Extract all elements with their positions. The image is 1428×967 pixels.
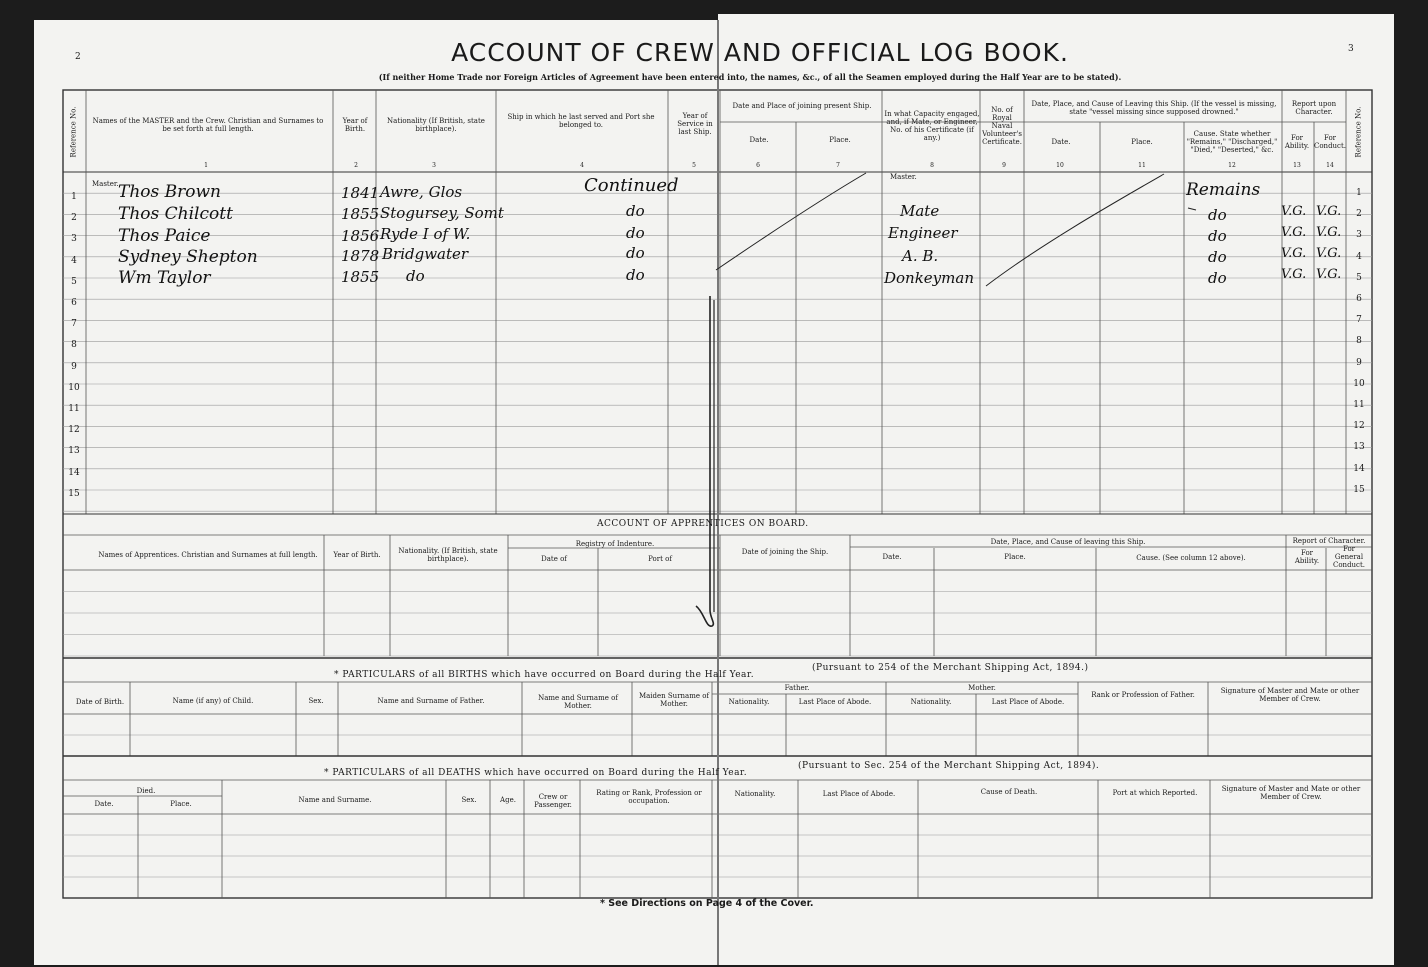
col-number-12: 12 [1228, 162, 1236, 169]
death-header-rating: Rating or Rank, Profession or occupation. [596, 789, 702, 805]
col-number-3: 3 [432, 162, 436, 169]
crew-conduct: V.G. [1316, 267, 1342, 282]
master-label-capacity: Master. [890, 173, 917, 181]
row-number-right: 8 [1356, 336, 1362, 347]
row-number-left: 6 [71, 298, 77, 308]
crew-name: Sydney Shepton [118, 247, 258, 267]
crew-last-ship: do [626, 202, 645, 220]
row-number-left: 9 [71, 361, 77, 372]
birth-header-mother-name: Name and Surname of Mother. [538, 694, 618, 710]
row-number-left: 11 [68, 404, 80, 414]
page-subtitle: (If neither Home Trade nor Foreign Articles of Agreement have been entered into, the names, &c., of all the Seamen employed during the Half Year are to be stated). [378, 72, 1122, 82]
header-ability: For Ability. [1284, 134, 1310, 150]
header-reference-no: Reference No. [69, 106, 77, 158]
apprentice-header-joining: Date of joining the Ship. [741, 548, 829, 556]
birth-header-father-group: Father. [784, 684, 810, 692]
death-header-sex: Sex. [461, 796, 477, 804]
birth-header-sex: Sex. [308, 697, 324, 705]
crew-conduct: V.G. [1316, 246, 1342, 261]
apprentice-header-leaving-group: Date, Place, and Cause of leaving this Ship. [990, 538, 1146, 546]
header-year-of-service: Year of Service in last Ship. [677, 112, 713, 136]
apprentice-header-conduct: For General Conduct. [1332, 545, 1366, 569]
crew-name: Wm Taylor [118, 268, 211, 288]
header-nationality: Nationality (If British, state birthplace). [387, 117, 485, 133]
col-number-14: 14 [1326, 162, 1334, 169]
crew-ability: V.G. [1281, 246, 1307, 261]
deaths-act: (Pursuant to Sec. 254 of the Merchant Shipping Act, 1894). [798, 761, 1100, 771]
col-number-4: 4 [580, 162, 584, 169]
row-number-right: 12 [1353, 421, 1365, 432]
col-number-5: 5 [692, 162, 696, 169]
death-header-age: Age. [500, 796, 516, 804]
col-number-1: 1 [204, 162, 208, 169]
crew-conduct: V.G. [1316, 225, 1342, 240]
header-join-place: Place. [829, 136, 851, 144]
crew-name: Thos Paice [118, 226, 211, 246]
crew-cause: Remains [1186, 180, 1261, 200]
crew-year: 1841 [341, 184, 380, 202]
apprentice-header-date: Date. [882, 553, 902, 561]
crew-nationality: Stogursey, Somt [380, 204, 504, 222]
apprentice-header-ability: For Ability. [1294, 549, 1320, 565]
col-number-13: 13 [1293, 162, 1301, 169]
row-number-left: 1 [71, 192, 77, 202]
apprentices-title: ACCOUNT OF APPRENTICES ON BOARD. [597, 519, 809, 529]
row-number-left: 10 [68, 382, 80, 393]
row-number-left: 7 [71, 319, 77, 330]
apprentice-header-place: Place. [1004, 553, 1026, 561]
birth-header-child: Name (if any) of Child. [172, 697, 254, 705]
row-number-right: 15 [1353, 484, 1365, 495]
birth-header-mother-abode: Last Place of Abode. [991, 698, 1065, 706]
birth-header-father-nationality: Nationality. [728, 698, 770, 706]
header-last-ship: Ship in which he last served and Port she belonged to. [507, 113, 655, 129]
col-number-11: 11 [1138, 162, 1146, 169]
deaths-title: * PARTICULARS of all DEATHS which have occurred on Board during the Half Year. [324, 768, 748, 778]
header-reference-no-right: Reference No. [1354, 106, 1362, 158]
crew-cause: do [1208, 206, 1227, 224]
crew-nationality: Bridgwater [382, 245, 469, 263]
right-page-number: 3 [1348, 44, 1354, 54]
apprentice-header-year: Year of Birth. [333, 551, 381, 559]
col-number-7: 7 [836, 162, 840, 169]
header-conduct: For Conduct. [1313, 134, 1347, 150]
row-number-right: 2 [1356, 209, 1362, 220]
row-number-left: 8 [71, 340, 77, 351]
apprentice-header-date-of: Date of [541, 555, 567, 563]
crew-nationality: Ryde I of W. [380, 225, 471, 243]
apprentice-header-nationality: Nationality. (If British, state birthplace). [398, 547, 498, 563]
row-number-right: 10 [1353, 378, 1365, 389]
header-joining-group: Date and Place of joining present Ship. [732, 102, 872, 110]
footer-note: * See Directions on Page 4 of the Cover. [600, 898, 814, 909]
header-rnv-certificate: No. of Royal Naval Volunteer's Certificate. [982, 106, 1022, 146]
header-join-date: Date. [749, 136, 769, 144]
left-page-number: 2 [75, 52, 81, 62]
death-header-port: Port at which Reported. [1112, 789, 1198, 797]
birth-header-mother-nationality: Nationality. [910, 698, 952, 706]
birth-header-father-abode: Last Place of Abode. [798, 698, 872, 706]
birth-header-date: Date of Birth. [75, 698, 125, 706]
crew-capacity: A. B. [902, 247, 939, 265]
birth-header-father-name: Name and Surname of Father. [377, 697, 485, 705]
apprentice-header-registry: Registry of Indenture. [575, 540, 655, 548]
crew-year: 1878 [341, 247, 380, 265]
header-names: Names of the MASTER and the Crew. Christian and Surnames to be set forth at full length. [92, 117, 324, 133]
row-number-right: 11 [1353, 400, 1365, 410]
row-number-left: 4 [71, 255, 77, 266]
header-capacity: In what Capacity engaged, and, if Mate, or Engineer, No. of his Certificate (if any.) [884, 110, 980, 142]
crew-last-ship: Continued [584, 175, 679, 196]
header-leaving-group: Date, Place, and Cause of Leaving this Ship. (If the vessel is missing, state "vessel missing since supposed drowned." [1031, 100, 1277, 116]
crew-last-ship: do [626, 266, 645, 284]
header-report-group: Report upon Character. [1291, 100, 1337, 116]
death-header-date: Date. [94, 800, 114, 808]
crew-nationality: Awre, Glos [380, 183, 463, 201]
page-title: ACCOUNT OF CREW AND OFFICIAL LOG BOOK. [451, 38, 1069, 67]
row-number-right: 4 [1356, 251, 1362, 262]
birth-header-signature: Signature of Master and Mate or other Member of Crew. [1220, 687, 1360, 703]
header-leave-place: Place. [1131, 138, 1153, 146]
row-number-left: 13 [68, 446, 80, 457]
crew-ability: V.G. [1281, 267, 1307, 282]
crew-name: Thos Chilcott [118, 204, 233, 224]
row-number-left: 14 [68, 467, 80, 478]
col-number-10: 10 [1056, 162, 1064, 169]
row-number-right: 13 [1353, 442, 1365, 453]
join-strike-line [716, 173, 866, 270]
row-number-right: 7 [1356, 315, 1362, 326]
row-number-right: 14 [1353, 463, 1365, 474]
crew-capacity: Engineer [888, 224, 958, 242]
row-number-left: 2 [71, 213, 77, 224]
death-header-name: Name and Surname. [298, 796, 372, 804]
header-year-of-birth: Year of Birth. [342, 117, 368, 133]
crew-year: 1855 [341, 268, 380, 286]
death-header-signature: Signature of Master and Mate or other Member of Crew. [1221, 785, 1361, 801]
death-header-abode: Last Place of Abode. [822, 790, 896, 798]
apprentice-header-names: Names of Apprentices. Christian and Surnames at full length. [98, 551, 318, 559]
header-cause: Cause. State whether "Remains," "Discharged," "Died," "Deserted," &c. [1186, 130, 1278, 154]
births-act: (Pursuant to 254 of the Merchant Shipping Act, 1894.) [812, 663, 1089, 673]
row-number-right: 5 [1356, 272, 1362, 283]
death-header-died: Died. [136, 787, 156, 795]
birth-header-rank: Rank or Profession of Father. [1091, 691, 1195, 699]
crew-cause: do [1208, 248, 1227, 266]
row-number-left: 15 [68, 488, 80, 499]
col-number-8: 8 [930, 162, 934, 169]
crew-ability: V.G. [1281, 204, 1307, 219]
col-number-2: 2 [354, 162, 358, 169]
row-number-right: 1 [1356, 188, 1362, 198]
crew-year: 1855 [341, 205, 380, 223]
crew-ability: V.G. [1281, 225, 1307, 240]
crew-cause: do [1208, 227, 1227, 245]
births-title: * PARTICULARS of all BIRTHS which have occurred on Board during the Half Year. [334, 670, 755, 680]
master-label: Master. [92, 180, 119, 188]
row-number-right: 9 [1356, 357, 1362, 368]
col-number-9: 9 [1002, 162, 1006, 169]
crew-last-ship: do [626, 244, 645, 262]
row-number-left: 12 [68, 425, 80, 436]
crew-capacity: Donkeyman [884, 269, 974, 287]
apprentice-header-cause: Cause. (See column 12 above). [1136, 554, 1246, 562]
death-header-cause: Cause of Death. [980, 788, 1038, 796]
row-number-right: 6 [1356, 294, 1362, 304]
row-number-right: 3 [1356, 230, 1362, 241]
death-header-nationality: Nationality. [734, 790, 776, 798]
birth-header-mother-group: Mother. [968, 684, 996, 692]
crew-conduct: V.G. [1316, 204, 1342, 219]
crew-last-ship: do [626, 224, 645, 242]
apprentice-header-port-of: Port of [648, 555, 672, 563]
col-number-6: 6 [756, 162, 760, 169]
apprentice-header-report: Report of Character. [1292, 537, 1366, 545]
leave-strike-line [986, 174, 1164, 286]
crew-name: Thos Brown [118, 182, 222, 202]
crew-cause: do [1208, 269, 1227, 287]
crew-nationality: do [406, 267, 425, 285]
birth-header-maiden: Maiden Surname of Mother. [638, 692, 710, 708]
row-number-left: 5 [71, 276, 77, 287]
header-leave-date: Date. [1051, 138, 1071, 146]
row-number-left: 3 [71, 234, 77, 245]
death-header-place: Place. [170, 800, 192, 808]
crew-capacity: Mate [900, 202, 940, 220]
ditto-dash [1188, 208, 1196, 210]
ditto-marker-line [696, 296, 713, 626]
crew-year: 1856 [341, 227, 380, 245]
death-header-crew: Crew or Passenger. [534, 793, 572, 809]
